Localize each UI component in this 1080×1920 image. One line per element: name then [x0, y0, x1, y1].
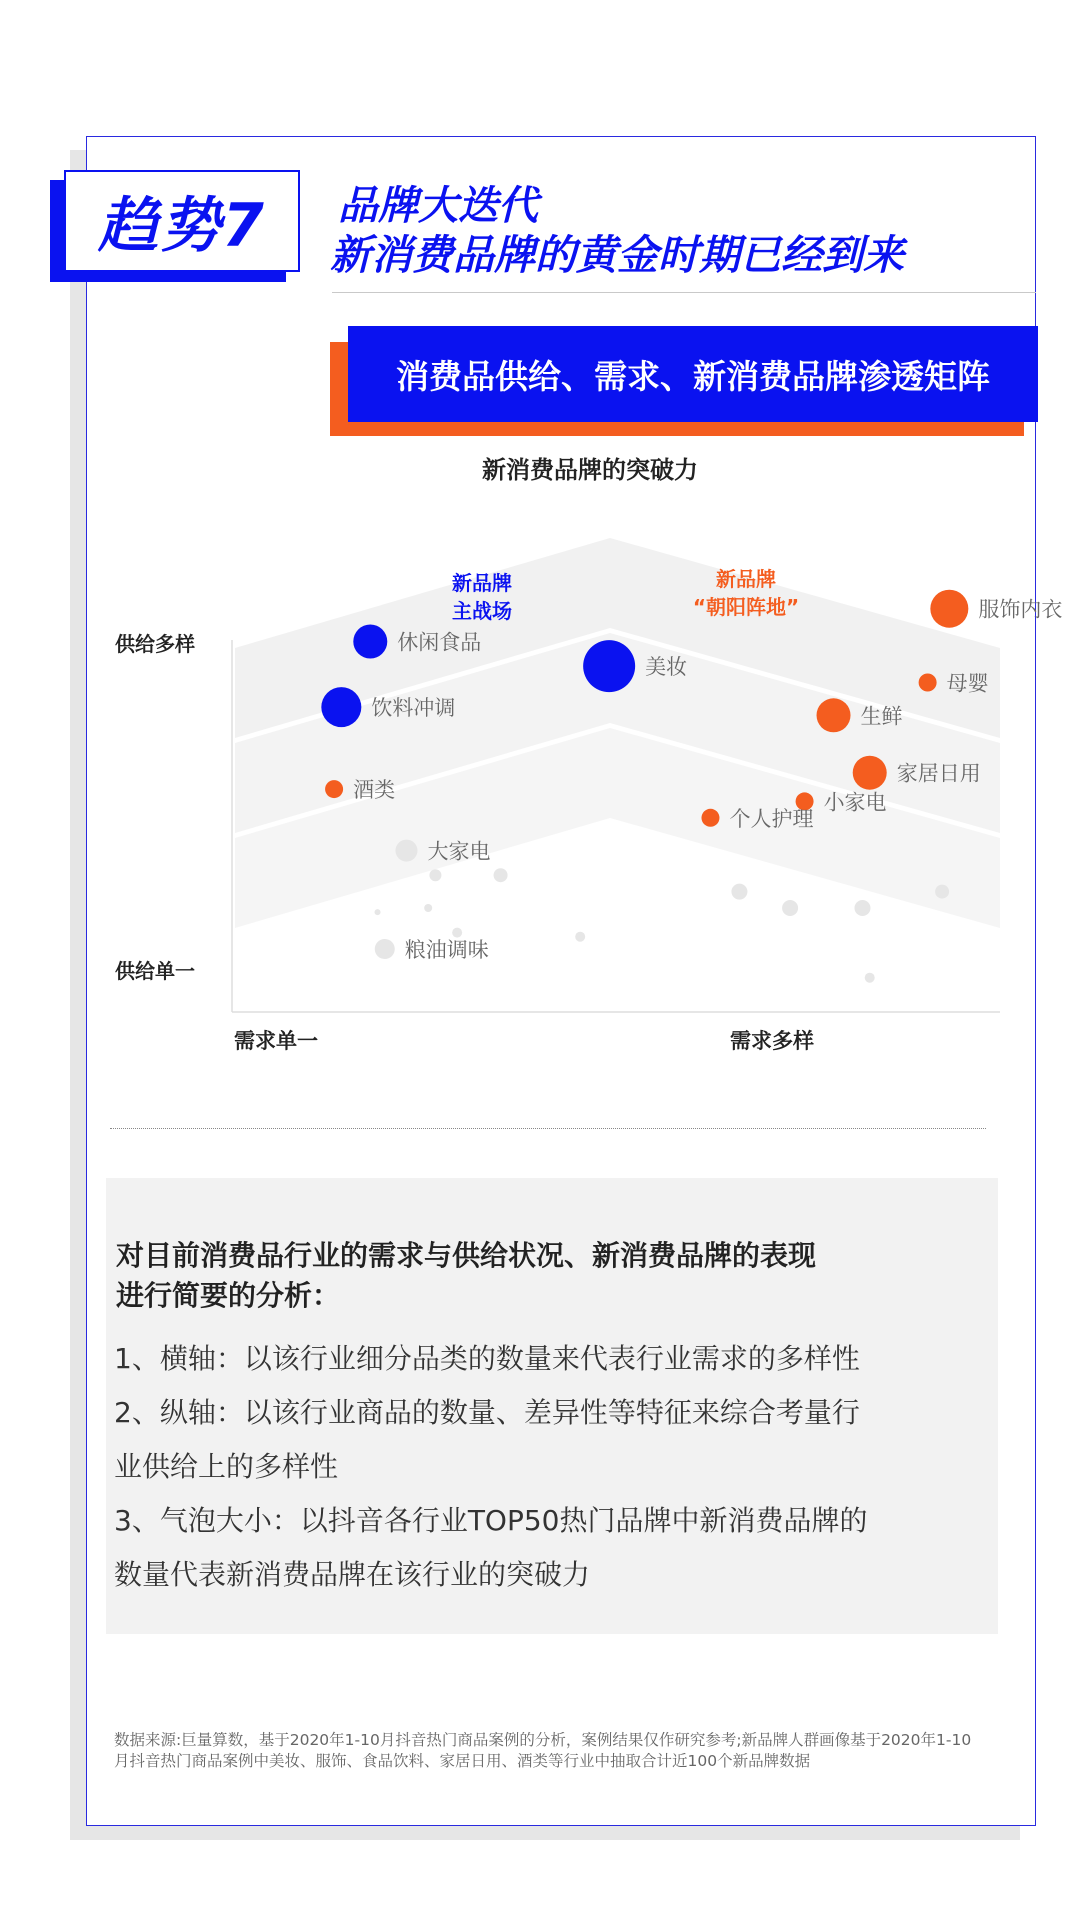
bubble-gray — [575, 932, 585, 942]
x-label-left: 需求单一 — [234, 1029, 318, 1053]
bubble-label: 生鲜 — [860, 704, 903, 729]
bubble-gray — [424, 904, 432, 912]
y-label-bottom: 供给单一 — [115, 959, 195, 983]
bubble-gray — [935, 885, 949, 899]
analysis-heading — [116, 1236, 976, 1316]
zone-label: 主战场 — [452, 599, 512, 623]
bubble-gray — [375, 909, 381, 915]
x-label-right: 需求多样 — [730, 1029, 814, 1053]
bubble-label: 饮料冲调 — [371, 696, 456, 721]
y-label-top: 供给多样 — [115, 632, 195, 656]
bubble-orange — [930, 590, 968, 628]
bubble-gray — [782, 900, 798, 916]
bubble-label: 个人护理 — [729, 806, 814, 831]
analysis-item-2-line2: 业供给上的多样性 — [114, 1450, 339, 1483]
bubble-orange — [817, 698, 851, 732]
analysis-heading-line1: 对目前消费品行业的需求与供给状况、新消费品牌的表现 — [116, 1239, 817, 1272]
bubble-gray — [375, 939, 395, 959]
bubble-orange — [701, 809, 719, 827]
bubble-label: 酒类 — [353, 778, 396, 803]
analysis-item-1: 1、横轴：以该行业细分品类的数量来代表行业需求的多样性 — [114, 1342, 860, 1375]
bubble-label: 美妆 — [645, 655, 688, 680]
bubble-label: 服饰内衣 — [978, 597, 1063, 622]
bubble-gray — [494, 868, 508, 882]
bubble-label: 小家电 — [823, 790, 887, 815]
bubble-gray — [854, 900, 870, 916]
bubble-gray — [731, 884, 747, 900]
analysis-item-3-line1: 3、气泡大小：以抖音各行业TOP50热门品牌中新消费品牌的 — [114, 1504, 868, 1537]
bubble-gray — [452, 928, 462, 938]
page-title-line2: 新消费品牌的黄金时期已经到来 — [330, 231, 904, 279]
chevron-bands — [235, 538, 1000, 928]
analysis-heading-line2: 进行简要的分析： — [116, 1279, 341, 1312]
bubble-orange — [325, 780, 343, 798]
data-source-note — [114, 1730, 1014, 1772]
bubble-gray — [865, 973, 875, 983]
trend-tag-label: 趋势7 — [98, 191, 266, 261]
source-line2: 月抖音热门商品案例中美妆、服饰、食品饮料、家居日用、酒类等行业中抽取合计近100个新品牌数据 — [114, 1752, 811, 1770]
bubble-label: 大家电 — [427, 839, 491, 864]
bubble-orange — [853, 756, 887, 790]
bubble-gray — [429, 869, 441, 881]
bubble-blue — [353, 625, 387, 659]
zone-label: 新品牌 — [716, 567, 776, 591]
bubble-label: 休闲食品 — [397, 630, 482, 655]
bubble-label: 家居日用 — [896, 761, 981, 786]
bubble-blue — [583, 640, 635, 692]
analysis-item-2-line1: 2、纵轴：以该行业商品的数量、差异性等特征来综合考量行 — [114, 1396, 860, 1429]
chart-title: 新消费品牌的突破力 — [482, 456, 698, 484]
section-divider — [110, 1128, 986, 1129]
page-title-line1: 品牌大迭代 — [338, 183, 538, 229]
section-banner-text: 消费品供给、需求、新消费品牌渗透矩阵 — [396, 356, 990, 396]
bubble-blue — [321, 687, 361, 727]
source-line1: 数据来源:巨量算数，基于2020年1-10月抖音热门商品案例的分析，案例结果仅作研究参考;新品牌人群画像基于2020年1-10 — [114, 1731, 972, 1749]
zone-label: 新品牌 — [452, 571, 512, 595]
bubble-gray — [395, 840, 417, 862]
bubble-label: 粮油调味 — [404, 938, 489, 962]
analysis-item-3-line2: 数量代表新消费品牌在该行业的突破力 — [114, 1558, 591, 1591]
bubble-label: 母婴 — [946, 671, 989, 696]
bubble-orange — [919, 674, 937, 692]
zone-label: “朝阳阵地” — [692, 595, 800, 619]
